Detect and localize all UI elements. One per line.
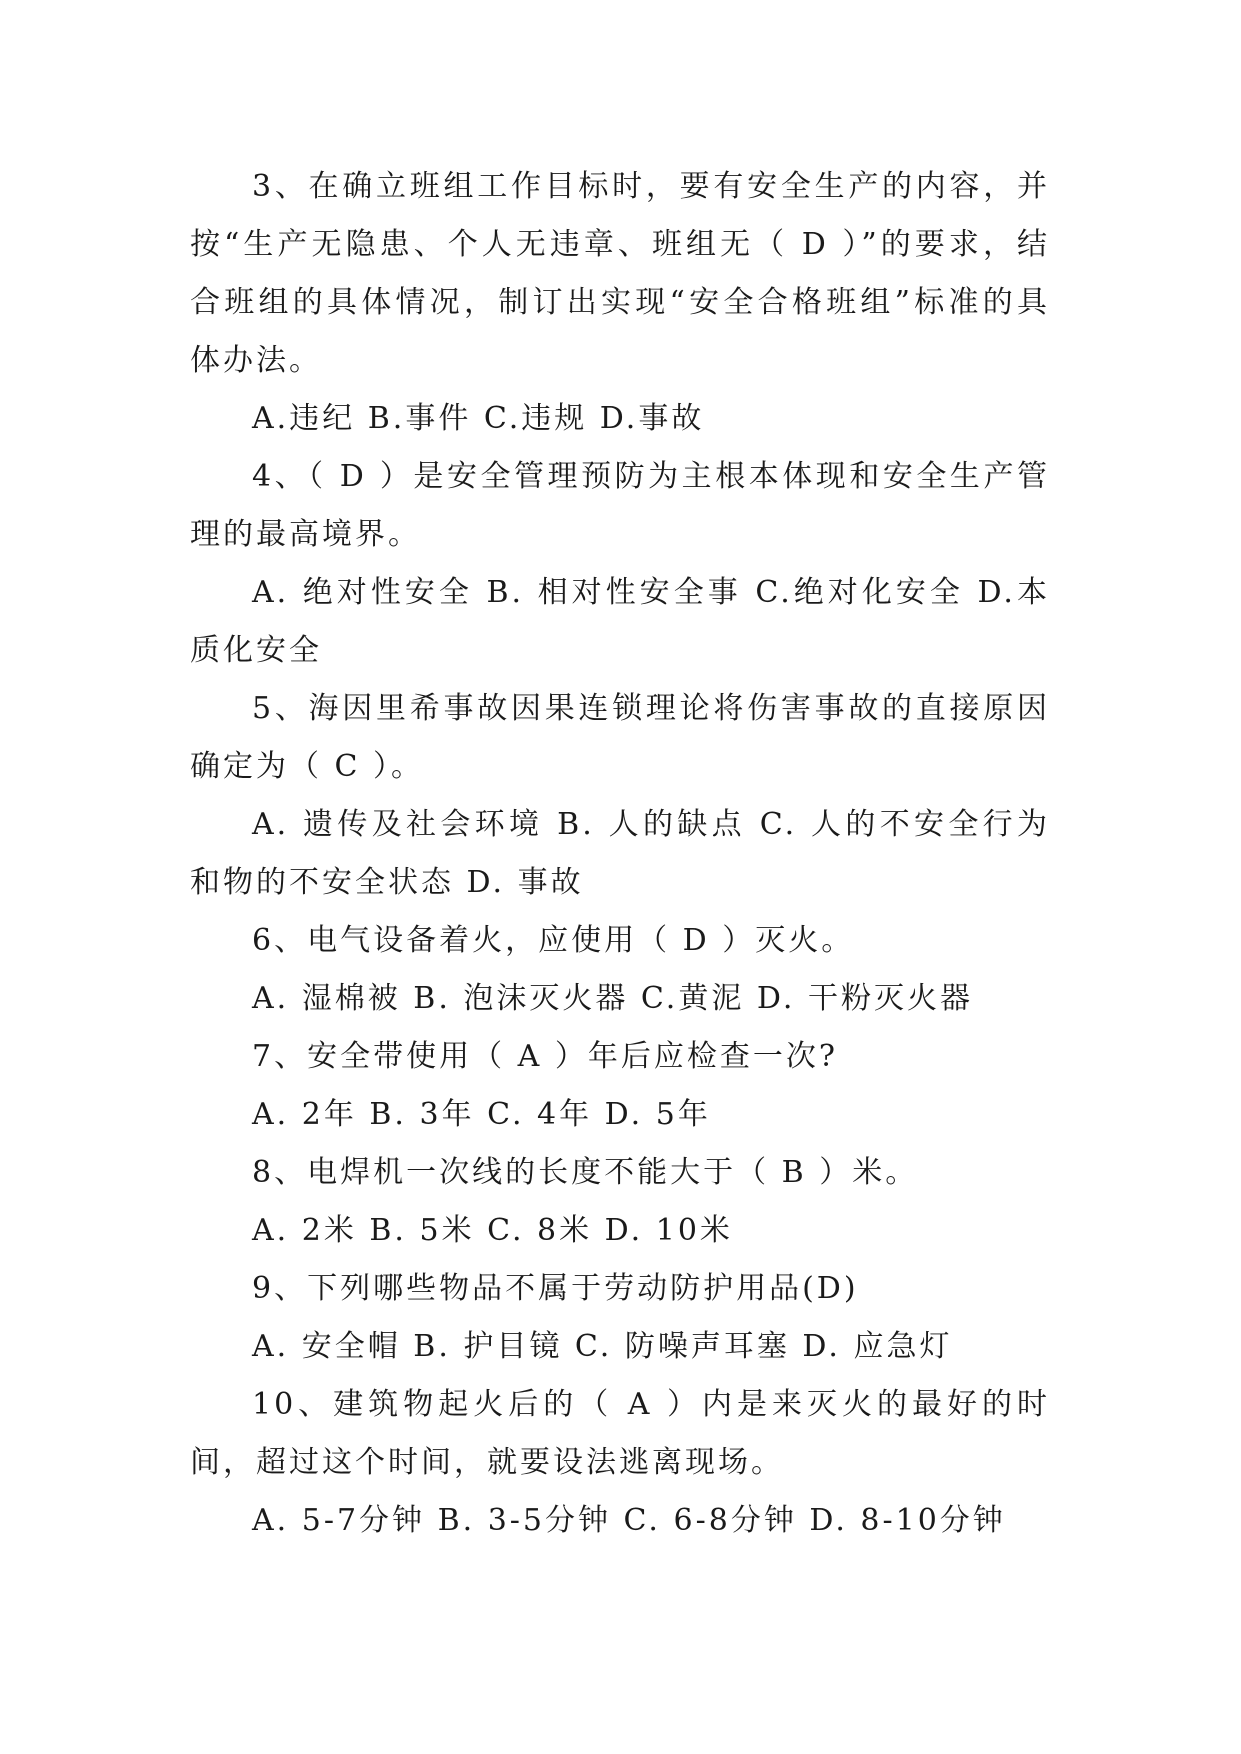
question-9: 9、下列哪些物品不属于劳动防护用品(D) xyxy=(252,1271,859,1306)
question-3: 3、在确立班组工作目标时，要有安全生产的内容，并按“生产无隐患、个人无违章、班组无（ D ）”的要求，结合班组的具体情况，制订出实现“安全合格班组”标准的具体办法。 xyxy=(190,169,1050,378)
options-10: A. 5-7分钟 B. 3-5分钟 C. 6-8分钟 D. 8-10分钟 xyxy=(252,1503,1006,1538)
document-body xyxy=(190,158,1050,1550)
options-3: A.违纪 B.事件 C.违规 D.事故 xyxy=(252,401,705,436)
options-9: A. 安全帽 B. 护目镜 C. 防噪声耳塞 D. 应急灯 xyxy=(252,1329,953,1364)
question-6: 6、电气设备着火，应使用（ D ）灭火。 xyxy=(252,923,855,958)
options-4: A. 绝对性安全 B. 相对性安全事 C.绝对化安全 D.本质化安全 xyxy=(190,575,1050,668)
options-5: A. 遗传及社会环境 B. 人的缺点 C. 人的不安全行为和物的不安全状态 D. 事故 xyxy=(190,807,1050,900)
question-8: 8、电焊机一次线的长度不能大于（ B ）米。 xyxy=(252,1155,919,1190)
options-8: A. 2米 B. 5米 C. 8米 D. 10米 xyxy=(252,1213,733,1248)
options-6: A. 湿棉被 B. 泡沫灭火器 C.黄泥 D. 干粉灭火器 xyxy=(252,981,973,1016)
question-5: 5、海因里希事故因果连锁理论将伤害事故的直接原因确定为（ C ）。 xyxy=(190,691,1050,784)
question-10: 10、建筑物起火后的（ A ）内是来灭火的最好的时间，超过这个时间，就要设法逃离现场。 xyxy=(190,1387,1050,1480)
question-4: 4、（ D ）是安全管理预防为主根本体现和安全生产管理的最高境界。 xyxy=(190,459,1050,552)
options-7: A. 2年 B. 3年 C. 4年 D. 5年 xyxy=(252,1097,711,1132)
question-7: 7、安全带使用（ A ）年后应检查一次? xyxy=(252,1039,838,1074)
